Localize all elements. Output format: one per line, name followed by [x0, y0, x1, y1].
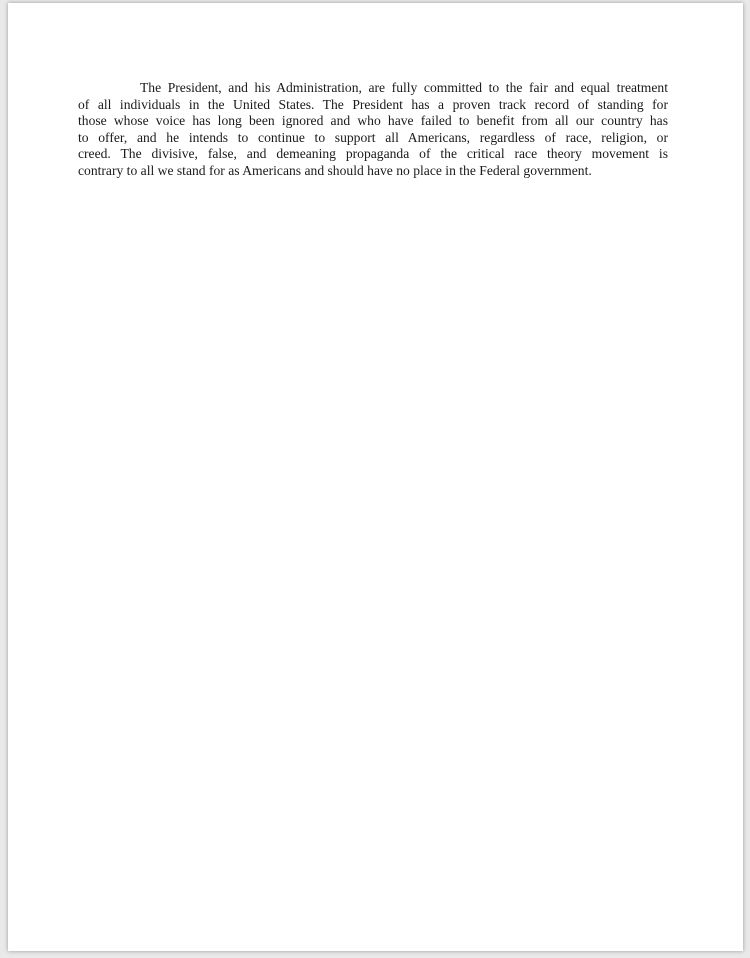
- document-page: [8, 3, 743, 951]
- paragraph-line: of all individuals in the United States. The President has a proven track record of standing for: [78, 96, 668, 112]
- paragraph-line: those whose voice has long been ignored and who have failed to benefit from all our country has: [78, 113, 668, 128]
- statement-paragraph: [78, 80, 668, 179]
- paragraph-line: creed. The divisive, false, and demeaning propaganda of the critical race theory movement is: [78, 146, 668, 161]
- paragraph-line: The President, and his Administration, are fully committed to the fair and equal treatment: [140, 80, 668, 95]
- paragraph-line: contrary to all we stand for as Americans and should have no place in the Federal government.: [78, 162, 592, 178]
- paragraph-line: to offer, and he intends to continue to support all Americans, regardless of race, religion, or: [78, 129, 668, 145]
